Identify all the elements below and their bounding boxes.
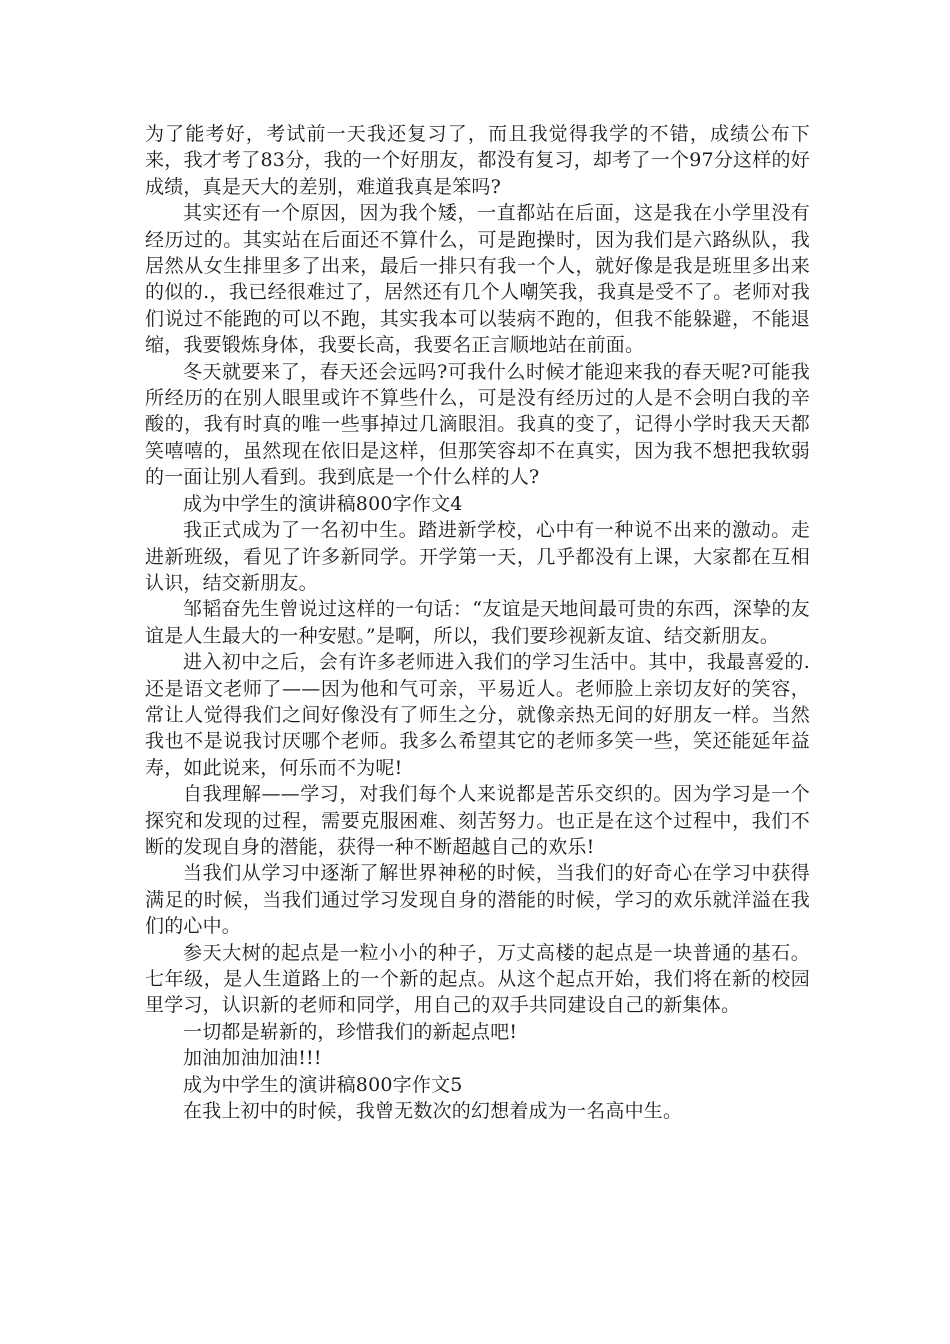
paragraph: 进入初中之后，会有许多老师进入我们的学习生活中。其中，我最喜爱的.还是语文老师了——因为他和气可亲，平易近人。老师脸上亲切友好的笑容，常让人觉得我们之间好像没有了师生之分，就像亲热无间的好朋友一样。当然我也不是说我讨厌哪个老师。我多么希望其它的老师多笑一些，笑还能延年益寿，如此说来，何乐而不为呢! [145,651,810,779]
paragraph: 为了能考好，考试前一天我还复习了，而且我觉得我学的不错，成绩公布下来，我才考了83分，我的一个好朋友，都没有复习，却考了一个97分这样的好成绩，真是天大的差别，难道我真是笨吗? [145,123,810,198]
paragraph: 在我上初中的时候，我曾无数次的幻想着成为一名高中生。 [183,1100,683,1123]
paragraph: 自我理解——学习，对我们每个人来说都是苦乐交织的。因为学习是一个探究和发现的过程，需要克服困难、刻苦努力。也正是在这个过程中，我们不断的发现自身的潜能，获得一种不断超越自己的欢乐! [145,783,810,858]
section-heading-5: 成为中学生的演讲稿800字作文5 [183,1073,463,1096]
paragraph: 冬天就要来了，春天还会远吗?可我什么时候才能迎来我的春天呢?可能我所经历的在别人眼里或许不算些什么，可是没有经历过的人是不会明白我的辛酸的，我有时真的唯一些事掉过几滴眼泪。我真的变了，记得小学时我天天都笑嘻嘻的，虽然现在依旧是这样，但那笑容却不在真实，因为我不想把我软弱的一面让别人看到。我到底是一个什么样的人? [145,360,810,489]
document-page [145,121,810,1124]
paragraph: 我正式成为了一名初中生。踏进新学校，心中有一种说不出来的激动。走进新班级，看见了许多新同学。开学第一天，几乎都没有上课，大家都在互相认识，结交新朋友。 [145,519,810,594]
section-heading-4: 成为中学生的演讲稿800字作文4 [183,492,463,515]
paragraph: 当我们从学习中逐渐了解世界神秘的时候，当我们的好奇心在学习中获得满足的时候，当我们通过学习发现自身的潜能的时候，学习的欢乐就洋溢在我们的心中。 [145,862,810,938]
paragraph: 加油加油加油!!! [183,1047,322,1070]
paragraph: 参天大树的起点是一粒小小的种子，万丈高楼的起点是一块普通的基石。七年级，是人生道路上的一个新的起点。从这个起点开始，我们将在新的校园里学习，认识新的老师和同学，用自己的双手共同建设自己的新集体。 [145,941,810,1017]
paragraph: 一切都是崭新的，珍惜我们的新起点吧! [183,1020,518,1043]
paragraph: 其实还有一个原因，因为我个矮，一直都站在后面，这是我在小学里没有经历过的。其实站在后面还不算什么，可是跑操时，因为我们是六路纵队，我居然从女生排里多了出来，最后一排只有我一个人，就好像是我是班里多出来的似的.，我已经很难过了，居然还有几个人嘲笑我，我真是受不了。老师对我们说过不能跑的可以不跑，其实我本可以装病不跑的，但我不能躲避，不能退缩，我要锻炼身体，我要长高，我要名正言顺地站在前面。 [145,202,810,357]
paragraph: 邹韬奋先生曾说过这样的一句话：“友谊是天地间最可贵的东西，深挚的友谊是人生最大的一种安慰。”是啊，所以，我们要珍视新友谊、结交新朋友。 [145,598,810,647]
